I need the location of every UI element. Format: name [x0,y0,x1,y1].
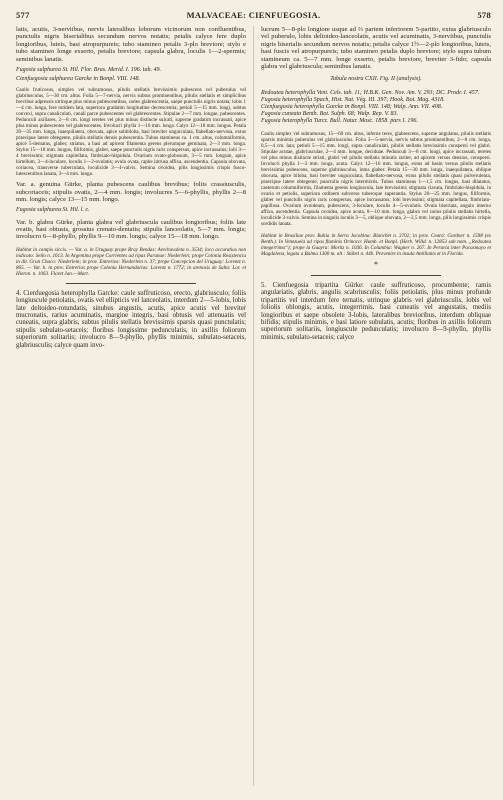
diagnosis-continued: latis, acutis, 3-nerviibus, nervis lateralibus loborum vicinorum non confluentibus, punctulis nigris biserialibus secundum nervos notatis; petalis calyce fere duplo longioribus, luteis, basi atropurpureis; tubo stamineo petalis 3-plo breviore; stylo e tubo stamineo longe exserto, petalis breviore; capsula glabra, loculis 1—2-spermis; seminibus lanatis. [16,26,246,63]
reference-variety-a: Fugosia sulphurea St. Hil. l. c. [16,207,90,214]
running-title: MALVACEAE: CIENFUEGOSIA. [186,10,321,20]
habitat-sulphurea: Habitat in campis siccis. — Var. a. in Uruguay prope Bray Bendas: Arechavaleta n. 3534; loco accuratius non indicato: Sello n. 1613. In Argentina prope Corrientes ad ripas Paranae: Niederlein; prope Colonia Resistencia in dit. Gran Chaco: Niederlein; in prov. Entrerios: Niederlein n. 37; prope Concepcion del Uruguay: Lorentz n. 865. — Var. b. in prov. Entrerios prope Colonia Hernandarias: Lorentz n. 1772; in arenosis de Salta: Lor. et Hieron. n. 1063. Floret Jan.—Mart. [16,246,246,277]
column-divider [253,26,254,786]
section-rule-left [66,283,196,284]
habitat-heterophylla: Habitat in Brasiliae prov. Bahia in Serra Jacobina: Blanchet n. 3702; in prov. Ceará: Gardner n. 1598 (ex Benth.). In Venezuela ad ripas fluminis Orinoco: Humb. et Bonpl. (Herb. Willd. n. 12853 sub nom. „Redoutea integerrima“); prope la Guayra: Moritz n. 1036. In Columbia: Wagner n. 267. In Peruvia inter Pacasmayo et Magdalena, legata a Balma 1300 m. alt.: Stübel n. 44b. Provenire in insula Antillanis et in Florida. [261,233,491,257]
species-heading-heterophylla: 4. Cienfuegosia heterophylla Garcke: caule suffruticoso, erecto, glabriusculo; foliis longiuscule petiolatis, ovatis vel ellipticis vel lanceolatis, interdum 2—5-lobis, lobis late deltoideo-rotundatis, sinubus angustis, acutis, apice acutis vel breviter mucronatis, rarius acuminatis, margine integris, basi obtusis vel attenuatis vel cuneatis, supra glabris, subtus pilulis stellatis brevissimis sparsis quasi punctulatis; stipulis subulato-setaceis; floribus longissime pedunculatis, in axillis foliorum superiorum solitariis; involucro 8—9-phyllo, phyllis minimis, subulato-setaceis, glabriusculis; calyce quam invo- [16,289,246,349]
section-rule-right [311,275,441,276]
variety-a-genuina: Var. a. genuina Gürke, planta pubescens caulibus brevibus; foliis crassiusculis, subcoriaceis; stipulis ovatis, 2—4 mm. longis; involucres 5—6-phyllis, phyllis 2—8 mm. longis; calyce 13—15 mm. longo. [16,181,246,204]
right-column [261,26,491,786]
running-header [16,10,491,24]
page-number-right: 578 [477,10,491,20]
page-number-left: 577 [16,10,30,20]
page [16,10,491,792]
reference-fugosia-sulphurea: Fugosia sulphurea St. Hil. Flor. Bras. Merid. I. 196. tab. 49. [16,67,161,74]
synonymy-heterophylla: Redoutea heterophylla Vent. Cels. tab. 11; H.B.K. Gen. Nov. Am. V. 293; DC. Prodr. I. 457. Fugosia heterophylla Spach, Hist. Nat. Vég. III. 397; Hook. Bot. Mag. 4318. Cienfuegosia heterophylla Garcke in Bonpl. VIII. 148; Walp. Ann. VII. 408. Fugosia cuneata Benth. Bot. Sulph. 68; Walp. Rep. V. 83. Fugosia heterophylla Turcz. Bull. Natur. Mosc. 1858. pars I. 196. [261,89,480,124]
description-heterophylla: Caulis simplex vel subramosus, 15—60 cm. altus, inferne teres, glabrescens, superne angulatus, pilulis stellatis sparsis minimis puberulus vel glabriusculus. Folia 3—5-nervia, nervis subtus prominentibus, 2—8 cm. longa, 0,5—4 cm. lata; petioli 5—15 mm. longi, supra canaliculati, pilulis stellatis brevissimis conspersi vel glabri. Stipulae acutae, glabriusculae, 2—4 mm. longae, deciduae. Pedunculi 3—8 cm. longi, apice incrassati, teretes vel plus minus distincte striati, glabri vel pilulis stellatis minutis rariter, ad apicem versus densius, conspersi. Involucri phylla 1—3 mm. longa, acuta. Calyx 12—16 mm. longus, extus ad basin versus pilulis stellatis brevissimis pubescens, superne glabriusculus, intus glaber. Petala 15—30 mm. longa, inaequilatera, oblique obovata, apice biloba, basi breviter unguiculata, flabellato-nervosa, extus pilulis stellatis quasi pulverulenta, praecipue latere obtegente, punctulis nigris intermixtis. Tubus stamineus 1—1,5 cm. longus, basi dilatatus, caeterum columniformis, filamenta gerens longiuscula, late brevissimi; stigmata clavata, fimbriato-hispidula, in ovario et petiolis, superiora ordinem subverso tuberoque superantia. Stylus 20—25 mm. longus, filiformis, glaber vel punctulis nigris raris conspersus, apice incrassatus; lobi brevissimi; stigmata capitellata, fimbriato-papillosa. Ovarium ovoideum, pubescens, 3-loculare, loculis 4—5-ovulatis. Ovula biseriata, angulo interno affixa, ascendentia. Capsula ovoidea, apice acuta, 8—10 mm. longa, glabra vel rarius pilulis stellatis hirtella, loculicide 3-valvis. Semina in singulis loculis 3—5, oblique obovata, 2—2,5 mm. longa, pilis longissimis crispis sordidis lanata. [261,131,491,227]
reference-cienfuegosia-sulphurea: Cienfuegosia sulphurea Garcke in Bonpl. VIII. 148. [16,76,141,83]
section-asterisk: * [374,260,378,269]
variety-b-glabra: Var. b. glabra Gürke, planta glabra vel glabriuscula caulibus longioribus; foliis late ovatis, basi obtusis, grossius crenato-dentatis; stipulis lanceolatis, 5—7 mm. longis; involucro 6—8-phyllo, phyllis 9—10 mm. longis; calyce 15—18 mm. longo. [16,218,246,241]
species-heading-tripartita: 5. Cienfuegosia tripartita Gürke: caule suffruticoso, procumbente; ramis angulariatis, glabris, angulis scabriusculis; foliis petiolatis, plus minus profunde tripartitis vel interdum fere ternatis, utrinque glabris vel glabriusculis, lobis vel foliolis oblongis, acutis, integerrimis, basi cuneatis vel angustatis, mediis longioribus et saepe obsolete 3-lobis, lateralibus brevioribus, interdum obliquae bifidis; stipulis minimis, e basi latiore subulatis, acutis; floribus in axillis foliorum superiorum solitariis, longiuscule pedunculatis; involucro 8—9-phyllo, phyllis minimis, subulato-setaceis; calyce [261,282,491,341]
description-sulphurea: Caulis fruticosus, simplex vel subramosus, pilulis stellatis brevissimis pubescens vel puberulus vel glabriusculus, 5—30 cm. altus. Folia 5—7-nervia, nervis subtus prominentibus, pilulis stellatis et simplicibus brevibus adpressis utrinque plus minus pubescentibus, raries glabrescentia, saepe punctulis nigris notata; lobis 1—4 cm. longa, fere totidem lata, superiora gradatim longitudine decrescentia; petioli 5—15 mm. longi, subtus convexi, supra canaliculati, canali parce pubescentes vel glabrescentes. Stipulae 2—7 mm. longae, pubescentes. Pedunculi axillares, 2—8 cm. longi teretes vel plus minus distincte sulcati, superne gradatim incrassati, apice plus minus pubescentes vel glabrescentes. Involucri phylla 1—10 mm. longa. Calyx 12—18 mm. longus. Petala 20—35 mm. longa, inaequilatera, obovata, apice subbiloba, basi breviter unguiculata, flabellato-nervosa, extus praecipue latere obtegente, pilulis stellatis densis pubescentia. Tubus stamineus ca. 1 cm. altus, columniformis, apice 5-dentatus, glaber, striatus, a basi ad apicem filamenta gerens plerumque geminata, 2—3 mm. longa. Stylus 15—18 mm. longus, filiformis, glaber, saepe punctulis nigris raris conspersus, apice incrassatus; lobi 3—4 brevissimi; stigmata capitellata, fimbriato-hispidula. Ovarium ovato-globosum, 3—5 mm. longum, apice hirtellum, 3—4-loculare, loculis 1—2-ovulatis; ovula ovata, raphe intrusa affixa, ascendentia. Capsula obovata, coriacea, transverse tuberculata, loculicide 3—4-valvis. Semina ovoidea, pilis longissimis crispis fusco-lutescentibus lanata, 3—4 mm. longa. [16,87,246,178]
left-column [16,26,246,786]
plate-reference: Tabula nostra CXII. Fig. II (analysis). [330,76,422,83]
diagnosis-heterophylla-continued: lucrum 5—8-plo longiore usque ad ⅔ partem inferiorem 5-partito, extus glabriusculo vel puberulo, lobis deltoideo-lanceolatis, acutis vel acuminatis, 3-nerviibus, punctulis nigris biserialis secundum nervos notatis; petalis calyce 1½—2-plo longioribus, luteis, basi fuscis vel atropurpureis; tubo stamineo petalis duplo breviore; stylo supra tubum stamineum ca. 5—7 mm. longe exserto, petalis breviore, breviter 3-fido; capsula glabra vel glabriuscula; seminibus lanatis. [261,26,491,71]
